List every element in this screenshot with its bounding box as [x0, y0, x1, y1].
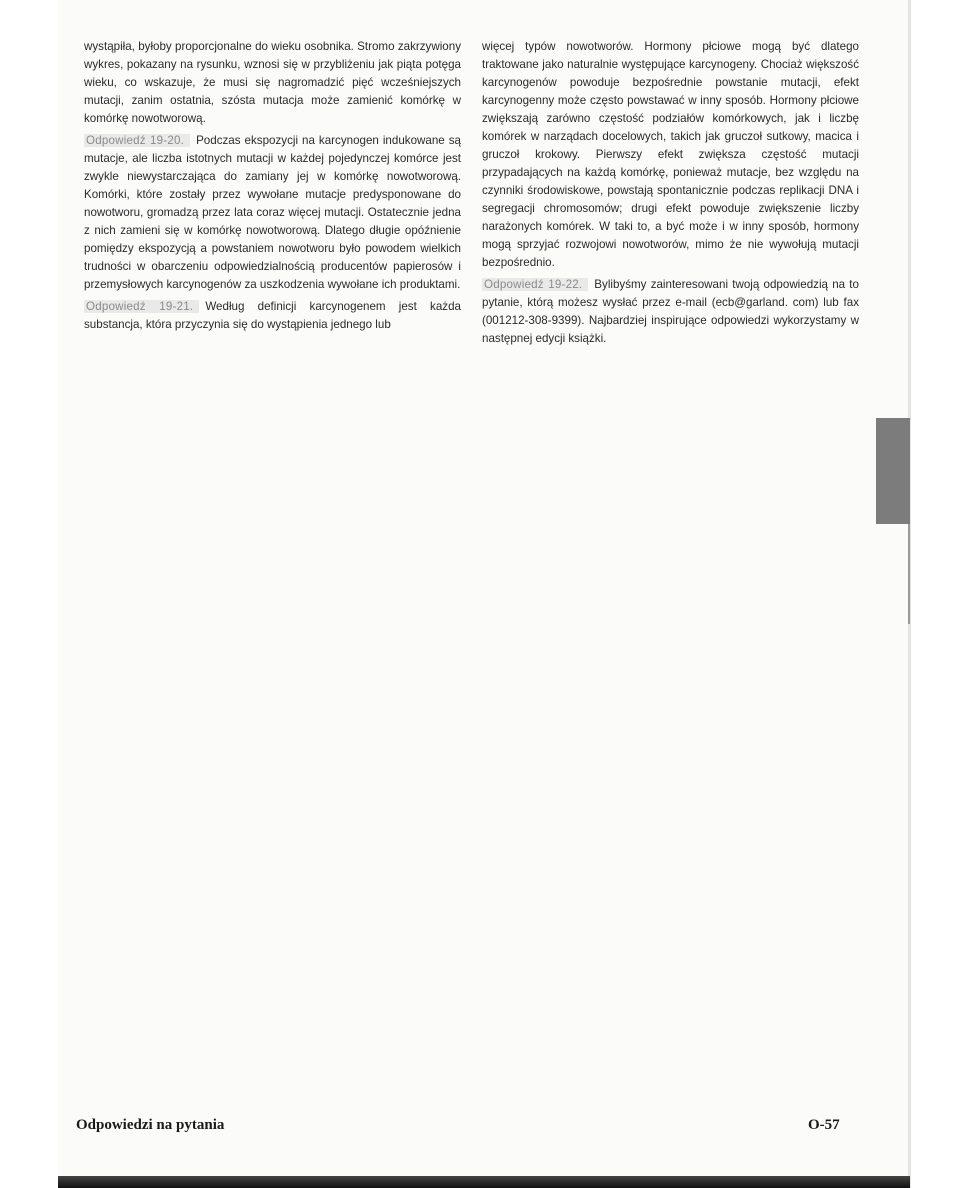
answer-19-20-text: Podczas ekspozycji na karcynogen indukowane są mutacje, ale liczba istotnych mutacji w każdej pojedynczej komórce jest zwykle niewystarczająca do zamiany jej w komórkę nowotworową. Komórki, które zostały przez wywołane mutacje predysponowane do nowotworu, gromadzą przez lata coraz więcej mutacji. Ostatecznie jedna z nich zamieni się w komórkę nowotworową. Dlatego długie opóźnienie pomiędzy ekspozycją a powstaniem nowotworu było powodem wielkich trudności w obarczeniu odpowiedzialnością producentów papierosów i przemysłowych karcynogenów za uszkodzenia wywołane ich produktami.: [84, 134, 461, 291]
intro-paragraph: wystąpiła, byłoby proporcjonalne do wieku osobnika. Stromo zakrzywiony wykres, pokazany na rysunku, wznosi się w przybliżeniu jak piąta potęga wieku, co wskazuje, że musi się nagromadzić pięć wcześniejszych mutacji, zanim ostatnia, szósta mutacja może zamienić komórkę w komórkę nowotworową.: [84, 40, 461, 125]
answer-19-20-paragraph: [84, 132, 461, 294]
footer-section-title: Odpowiedzi na pytania: [76, 1117, 225, 1133]
answer-19-22-label: Odpowiedź 19-22.: [482, 278, 588, 291]
answer-19-21-text: Według definicji karcynogenem jest każda substancja, która przyczynia się do wystąpienia jednego lub: [84, 300, 461, 331]
chapter-thumb-tab: [876, 418, 910, 524]
answer-19-21-paragraph: [84, 298, 461, 334]
continuation-paragraph: więcej typów nowotworów. Hormony płciowe mogą być dlatego traktowane jako naturalnie występujące karcynogeny. Chociaż większość karcynogenów powoduje bezpośrednie powstanie mutacji, efekt karcynogenny może często powstawać w inny sposób. Hormony płciowe zwiększają zarówno częstość podziałów komórkowych, jak i liczbę komórek w narządach docelowych, takich jak gruczoł sutkowy, macica i gruczoł krokowy. Pierwszy efekt zwiększa częstość mutacji przypadających na każdą komórkę, ponieważ mutacje, bez względu na czynniki środowiskowe, powstają spontanicznie podczas replikacji DNA i segregacji chromosomów; drugi efekt powoduje zwiększenie liczby narażonych komórek. W taki to, a być może i w inny sposób, hormony mogą sprzyjać rozwojowi nowotworów, mimo że nie wywołują mutacji bezpośrednio.: [482, 40, 859, 269]
page-number: O-57: [808, 1117, 840, 1133]
thumb-tab-line: [908, 524, 910, 624]
answer-19-22-paragraph: [482, 276, 859, 348]
page-bottom-edge: [58, 1176, 910, 1188]
left-column: [84, 38, 461, 338]
answer-19-22-text: Bylibyśmy zainteresowani twoją odpowiedzią na to pytanie, którą możesz wysłać przez e-mail (ecb@garland. com) lub fax (001212-308-9399). Najbardziej inspirujące odpowiedzi wykorzystamy w następnej edycji książki.: [482, 278, 859, 345]
answer-19-20-label: Odpowiedź 19-20.: [84, 134, 190, 147]
answer-19-21-label: Odpowiedź 19-21.: [84, 300, 199, 313]
right-column: [482, 38, 859, 352]
